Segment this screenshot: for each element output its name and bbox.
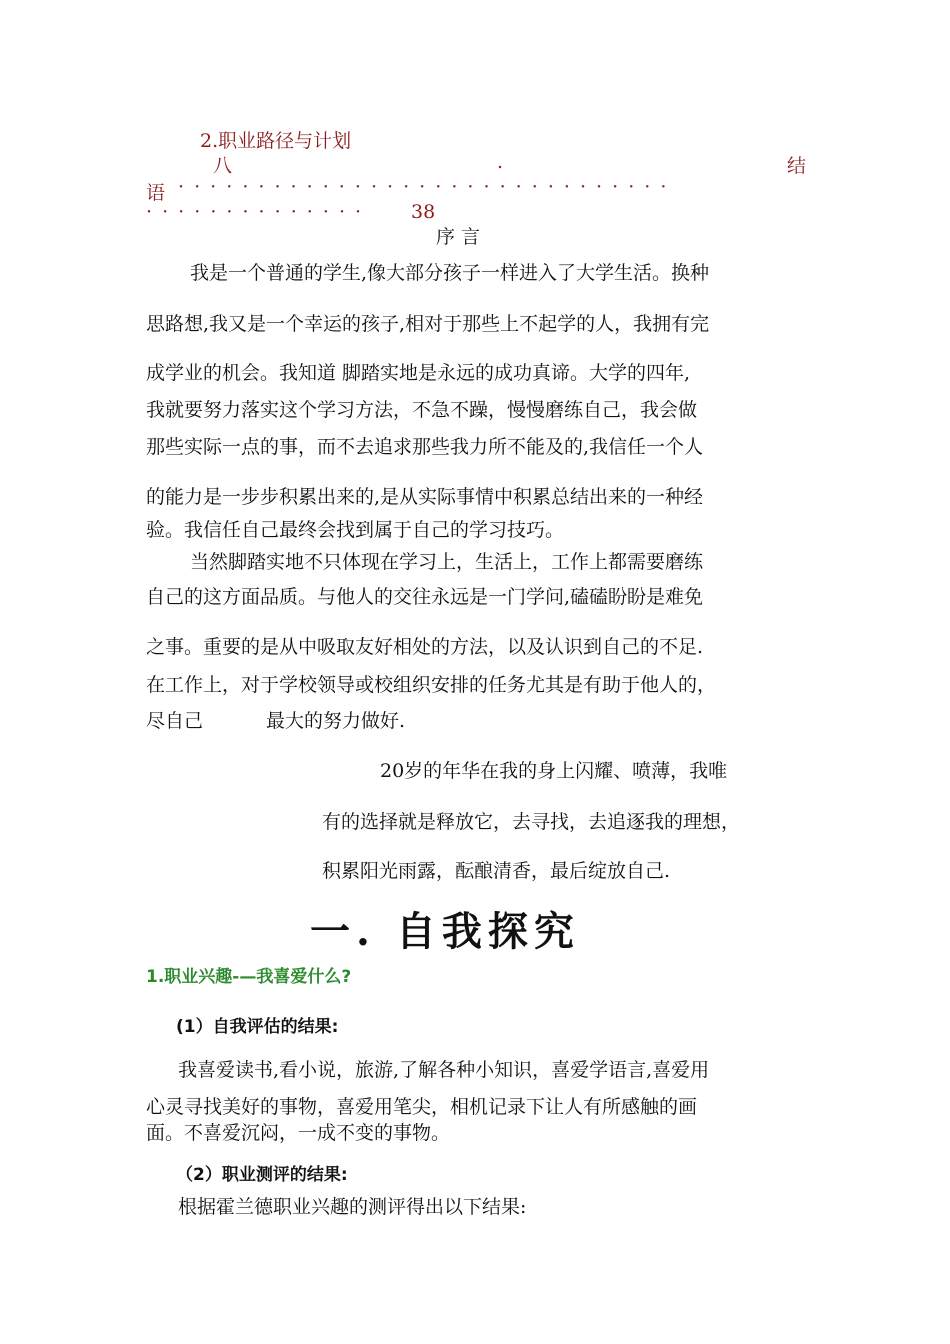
body-line: 面。不喜爱沉闷，一成不变的事物。 — [146, 1122, 451, 1144]
preface-line: 验。我信任自己最终会找到属于自己的学习技巧。 — [146, 519, 565, 541]
toc-item-8-title-part1: 结 — [787, 155, 807, 177]
preface-line: 成学业的机会。我知道 脚踏实地是永远的成功真谛。大学的四年, — [146, 362, 691, 384]
preface-line: 的能力是一步步积累出来的,是从实际事情中积累总结出来的一种经 — [146, 486, 704, 508]
preface-line: 尽自己 — [146, 710, 204, 732]
subsubsection-title: （2）职业测评的结果: — [176, 1165, 348, 1185]
toc-leader-dots-2: · · · · · · · · · · · · · · — [146, 201, 364, 223]
preface-line: 自己的这方面品质。与他人的交往永远是一门学问,磕磕盼盼是难免 — [146, 586, 704, 608]
preface-line: 之事。重要的是从中吸取友好相处的方法，以及认识到自己的不足. — [146, 636, 704, 658]
toc-page-number: 38 — [411, 201, 436, 223]
poem-line: 有的选择就是释放它，去寻找，去追逐我的理想， — [322, 811, 741, 833]
preface-line: 那些实际一点的事，而不去追求那些我力所不能及的,我信任一个人 — [146, 436, 704, 458]
preface-line: 我就要努力落实这个学习方法，不急不躁，慢慢磨练自己，我会做 — [146, 399, 698, 421]
preface-line: 我是一个普通的学生,像大部分孩子一样进入了大学生活。换种 — [190, 262, 710, 284]
preface-line: 思路想,我又是一个幸运的孩子,相对于那些上不起学的人，我拥有完 — [146, 313, 710, 335]
preface-line: 在工作上，对于学校领导或校组织安排的任务尤其是有助于他人的， — [146, 674, 717, 696]
section-title: 一. 自我探究 — [310, 908, 580, 955]
subsubsection-title: (1）自我评估的结果: — [176, 1017, 339, 1037]
poem-line: 积累阳光雨露，酝酿清香，最后绽放自己. — [322, 860, 671, 882]
preface-line: 最大的努力做好. — [266, 710, 406, 732]
toc-item-2: 2.职业路径与计划 — [200, 130, 352, 152]
preface-line: 当然脚踏实地不只体现在学习上，生活上，工作上都需要磨练 — [190, 551, 704, 573]
body-line: 我喜爱读书,看小说，旅游,了解各种小知识，喜爱学语言,喜爱用 — [178, 1059, 710, 1081]
toc-item-8-title-part2: 语 — [146, 182, 166, 204]
preface-title: 序 言 — [436, 226, 481, 248]
poem-line: 20岁的年华在我的身上闪耀、喷薄，我唯 — [380, 760, 728, 782]
toc-leader-dots-1: · · · · · · · · · · · · · · · · · · · · · · · · · · · · · · · — [178, 176, 669, 198]
body-line: 心灵寻找美好的事物，喜爱用笔尖，相机记录下让人有所感触的画 — [146, 1096, 698, 1118]
toc-item-8-number: 八 — [213, 155, 233, 177]
subsection-title: 1.职业兴趣-—我喜爱什么? — [146, 967, 352, 987]
body-line: 根据霍兰德职业兴趣的测评得出以下结果: — [178, 1196, 527, 1218]
toc-item-8-dot: . — [497, 151, 504, 173]
